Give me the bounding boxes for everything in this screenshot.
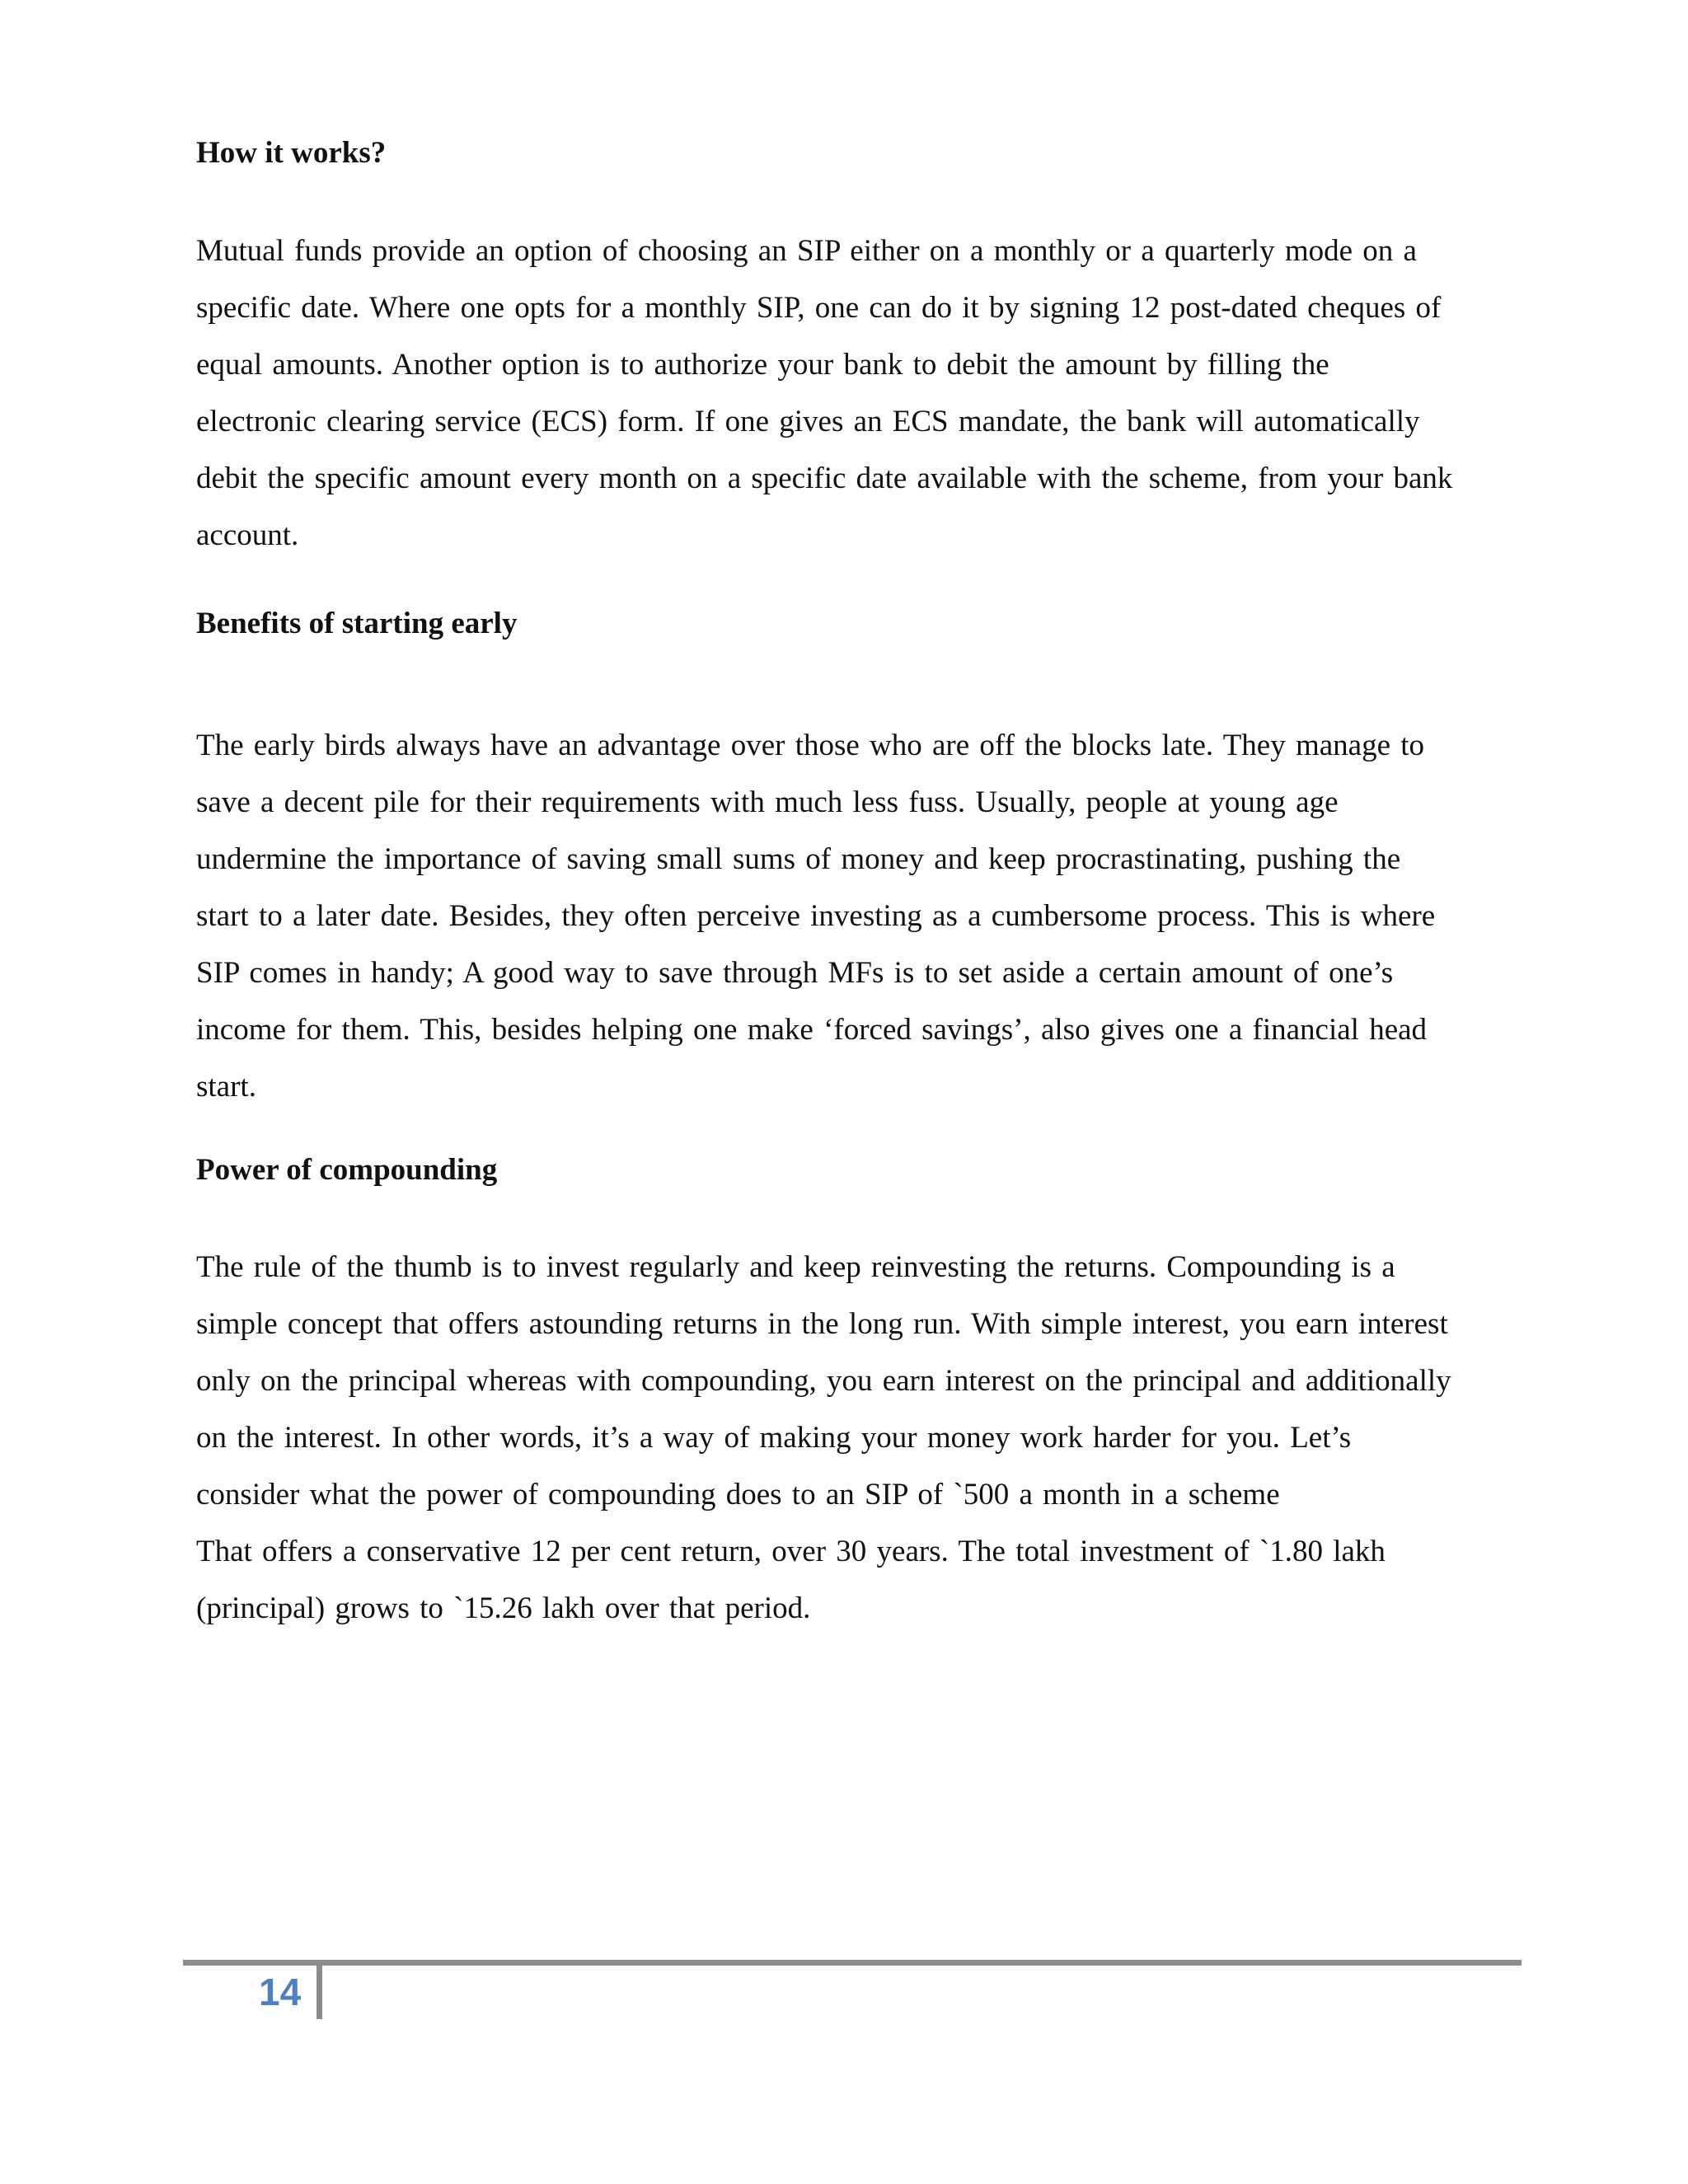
paragraph-line: (principal) grows to `15.26 lakh over that period. xyxy=(196,1591,811,1625)
paragraph-line: undermine the importance of saving small sums of money and keep procrastinating, pushing the xyxy=(196,842,1401,876)
paragraph-line: SIP comes in handy; A good way to save through MFs is to set aside a certain amount of one’s xyxy=(196,956,1394,990)
paragraph-line: start to a later date. Besides, they often perceive investing as a cumbersome process. This is where xyxy=(196,899,1436,933)
section-paragraph-how-it-works xyxy=(196,223,1452,564)
section-heading-benefits: Benefits of starting early xyxy=(196,607,518,640)
paragraph-line: income for them. This, besides helping one make ‘forced savings’, also gives one a financial head xyxy=(196,1013,1428,1047)
paragraph-line: equal amounts. Another option is to authorize your bank to debit the amount by filling the xyxy=(196,348,1329,382)
paragraph-line: only on the principal whereas with compounding, you earn interest on the principal and additionally xyxy=(196,1364,1451,1398)
paragraph-line: save a decent pile for their requirements with much less fuss. Usually, people at young age xyxy=(196,785,1339,819)
footer-rule xyxy=(183,1960,1522,1966)
paragraph-line: on the interest. In other words, it’s a way of making your money work harder for you. Let’s xyxy=(196,1421,1352,1455)
section-paragraph-power-of-compounding xyxy=(196,1239,1451,1637)
paragraph-line: Mutual funds provide an option of choosing an SIP either on a monthly or a quarterly mode on a xyxy=(196,234,1417,268)
section-heading-power-of-compounding: Power of compounding xyxy=(196,1153,498,1187)
footer-divider-tick xyxy=(316,1960,322,2019)
paragraph-line: The early birds always have an advantage over those who are off the blocks late. They manage to xyxy=(196,729,1425,762)
page-number: 14 xyxy=(259,1971,302,2013)
section-heading-how-it-works: How it works? xyxy=(196,136,387,170)
paragraph-line: electronic clearing service (ECS) form. If one gives an ECS mandate, the bank will automatically xyxy=(196,405,1420,438)
paragraph-line: specific date. Where one opts for a monthly SIP, one can do it by signing 12 post-dated cheques of xyxy=(196,291,1442,325)
paragraph-line: simple concept that offers astounding returns in the long run. With simple interest, you earn interest xyxy=(196,1307,1448,1341)
paragraph-line: That offers a conservative 12 per cent return, over 30 years. The total investment of `1.80 lakh xyxy=(196,1535,1386,1568)
paragraph-line: account. xyxy=(196,518,299,552)
paragraph-line: debit the specific amount every month on a specific date available with the scheme, from your bank xyxy=(196,462,1453,495)
paragraph-line: The rule of the thumb is to invest regularly and keep reinvesting the returns. Compounding is a xyxy=(196,1250,1395,1284)
section-paragraph-benefits xyxy=(196,717,1435,1115)
paragraph-line: consider what the power of compounding does to an SIP of `500 a month in a scheme xyxy=(196,1478,1280,1511)
paragraph-line: start. xyxy=(196,1070,256,1104)
